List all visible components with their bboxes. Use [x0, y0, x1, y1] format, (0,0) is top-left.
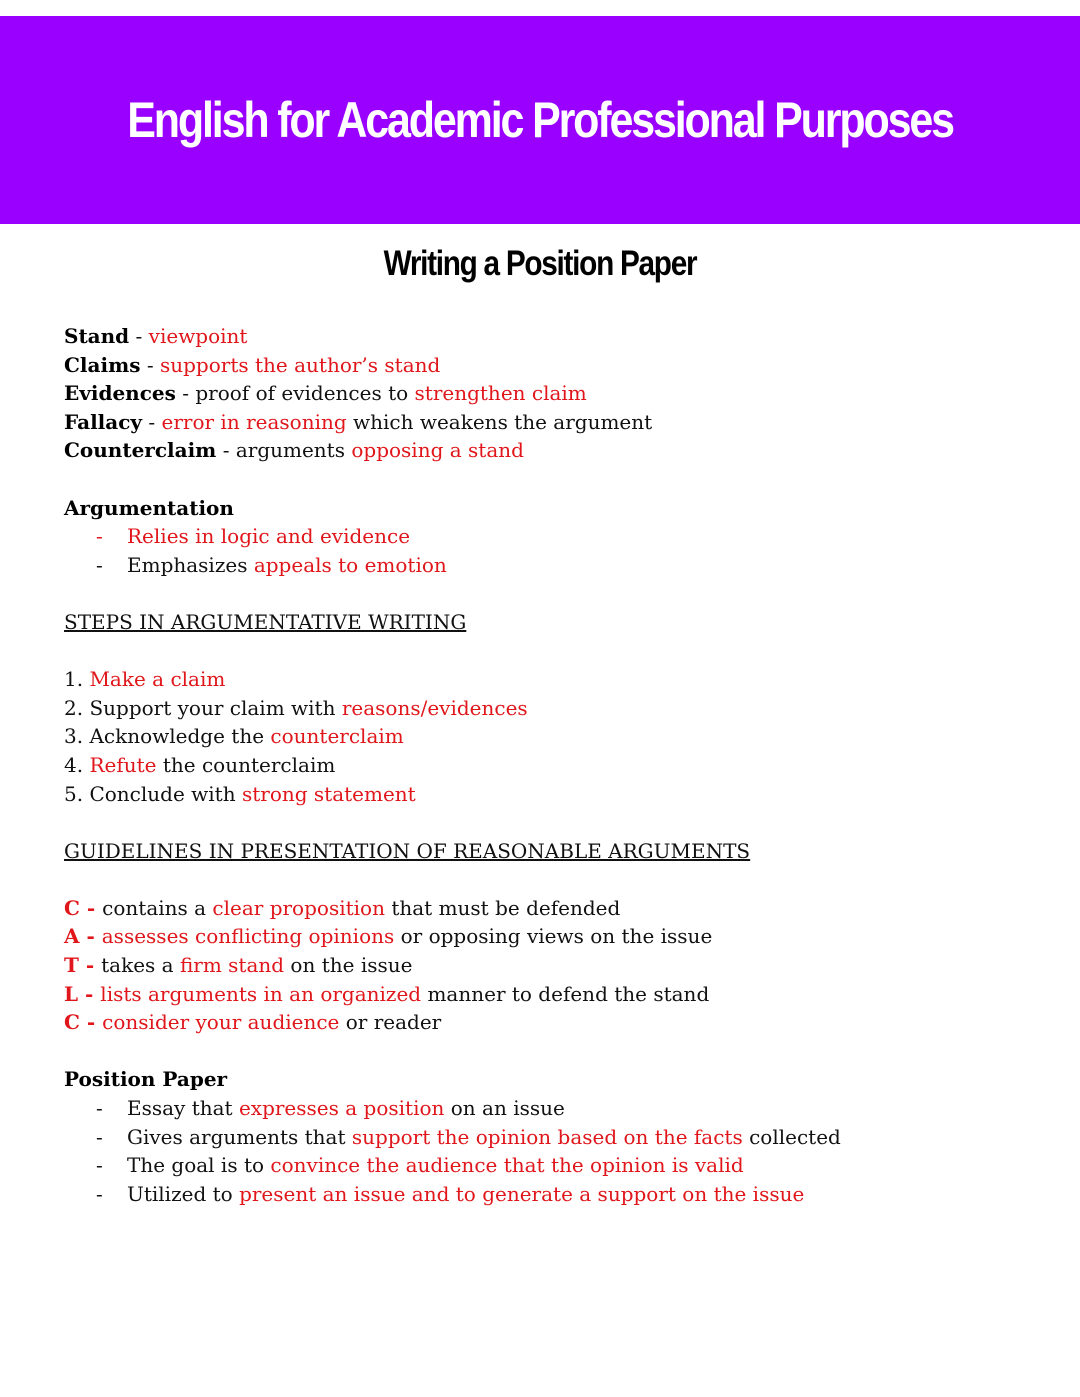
dash-bullet-icon: -: [96, 524, 103, 549]
dash-bullet-icon: -: [96, 552, 103, 577]
highlight: assesses conflicting opinions: [101, 924, 395, 949]
list-item: [64, 1094, 1024, 1123]
definitions-list: [64, 322, 1024, 465]
step-text: Conclude with: [89, 781, 242, 806]
document-subtitle: [0, 244, 1080, 284]
step-highlight: strong statement: [241, 781, 416, 806]
text: on an issue: [444, 1096, 565, 1121]
list-item: [64, 551, 1024, 580]
steps-section: [64, 608, 1024, 808]
item-text: Emphasizes: [127, 552, 254, 577]
step-number: 1.: [64, 667, 90, 692]
definition-evidences: [64, 379, 1024, 408]
page-title: English for Academic Professional Purposes: [127, 92, 953, 148]
definition-highlight: strengthen claim: [414, 381, 587, 406]
document-body: [64, 322, 1024, 1208]
highlight: expresses a position: [238, 1096, 445, 1121]
highlight: lists arguments in an organized: [100, 981, 422, 1006]
text: Utilized to: [127, 1181, 240, 1206]
separator: -: [142, 409, 162, 434]
guideline-item: [64, 951, 1024, 980]
subtitle-text: Writing a Position Paper: [383, 244, 697, 283]
definition-text: proof of evidences to: [195, 381, 415, 406]
definition-text: which weakens the argument: [346, 409, 653, 434]
list-item: [64, 1151, 1024, 1180]
text: collected: [742, 1124, 841, 1149]
guideline-item: [64, 1008, 1024, 1037]
definition-text: arguments: [235, 438, 352, 463]
step-text: Support your claim with: [89, 695, 342, 720]
term: Claims: [64, 352, 141, 377]
highlight: convince the audience that the opinion is valid: [270, 1153, 744, 1178]
text: or reader: [339, 1010, 442, 1035]
section-heading: GUIDELINES IN PRESENTATION OF REASONABLE ARGUMENTS: [64, 838, 751, 863]
list-item: [64, 1180, 1024, 1209]
step-item: [64, 780, 1024, 809]
text: takes a: [101, 953, 180, 978]
step-number: 4.: [64, 752, 90, 777]
definition-highlight: opposing a stand: [351, 438, 524, 463]
separator: -: [175, 381, 196, 406]
section-heading: Argumentation: [64, 495, 234, 520]
acronym-letter: L -: [64, 981, 101, 1006]
separator: -: [216, 438, 236, 463]
acronym-letter: C -: [64, 895, 103, 920]
step-highlight: counterclaim: [270, 724, 404, 749]
acronym-letter: T -: [64, 953, 102, 978]
item-highlight: appeals to emotion: [253, 552, 447, 577]
position-paper-section: [64, 1065, 1024, 1208]
term: Fallacy: [64, 409, 143, 434]
step-highlight: Make a claim: [89, 667, 226, 692]
definition-stand: [64, 322, 1024, 351]
text: that must be defended: [384, 895, 621, 920]
term: Counterclaim: [64, 438, 217, 463]
highlight: clear proposition: [212, 895, 385, 920]
separator: -: [140, 352, 160, 377]
step-text: the counterclaim: [156, 752, 336, 777]
definition-text: viewpoint: [148, 324, 248, 348]
definition-counterclaim: [64, 436, 1024, 465]
argumentation-section: [64, 494, 1024, 580]
dash-bullet-icon: -: [96, 1153, 103, 1178]
highlight: consider your audience: [102, 1010, 340, 1035]
dash-bullet-icon: -: [96, 1124, 103, 1149]
highlight: present an issue and to generate a support on the issue: [239, 1181, 805, 1206]
term: Stand: [64, 324, 130, 348]
step-item: [64, 722, 1024, 751]
highlight: firm stand: [179, 953, 285, 978]
item-text: Relies in logic and evidence: [127, 524, 411, 549]
definition-claims: [64, 351, 1024, 380]
step-number: 5.: [64, 781, 90, 806]
definition-text: supports the author’s stand: [159, 352, 441, 377]
highlight: support the opinion based on the facts: [351, 1124, 743, 1149]
guidelines-section: [64, 837, 1024, 1037]
text: Gives arguments that: [127, 1124, 352, 1149]
text: Essay that: [127, 1096, 239, 1121]
step-item: [64, 751, 1024, 780]
step-highlight: Refute: [89, 752, 157, 777]
step-number: 3.: [64, 724, 90, 749]
guideline-item: [64, 894, 1024, 923]
text: or opposing views on the issue: [394, 924, 713, 949]
term: Evidences: [64, 381, 176, 406]
header-banner: [0, 16, 1080, 224]
list-item: [64, 522, 1024, 551]
dash-bullet-icon: -: [96, 1181, 103, 1206]
text: contains a: [102, 895, 213, 920]
guideline-item: [64, 980, 1024, 1009]
definition-fallacy: [64, 408, 1024, 437]
definition-highlight: error in reasoning: [161, 409, 347, 434]
separator: -: [129, 324, 149, 348]
step-highlight: reasons/evidences: [341, 695, 528, 720]
acronym-letter: A -: [64, 924, 102, 949]
dash-bullet-icon: -: [96, 1096, 103, 1121]
step-item: [64, 694, 1024, 723]
section-heading: STEPS IN ARGUMENTATIVE WRITING: [64, 609, 467, 634]
section-heading: Position Paper: [64, 1067, 228, 1092]
step-text: Acknowledge the: [89, 724, 271, 749]
text: manner to defend the stand: [421, 981, 710, 1006]
text: The goal is to: [127, 1153, 271, 1178]
list-item: [64, 1123, 1024, 1152]
step-number: 2.: [64, 695, 90, 720]
acronym-letter: C -: [64, 1010, 103, 1035]
text: on the issue: [284, 953, 413, 978]
guideline-item: [64, 922, 1024, 951]
step-item: [64, 665, 1024, 694]
